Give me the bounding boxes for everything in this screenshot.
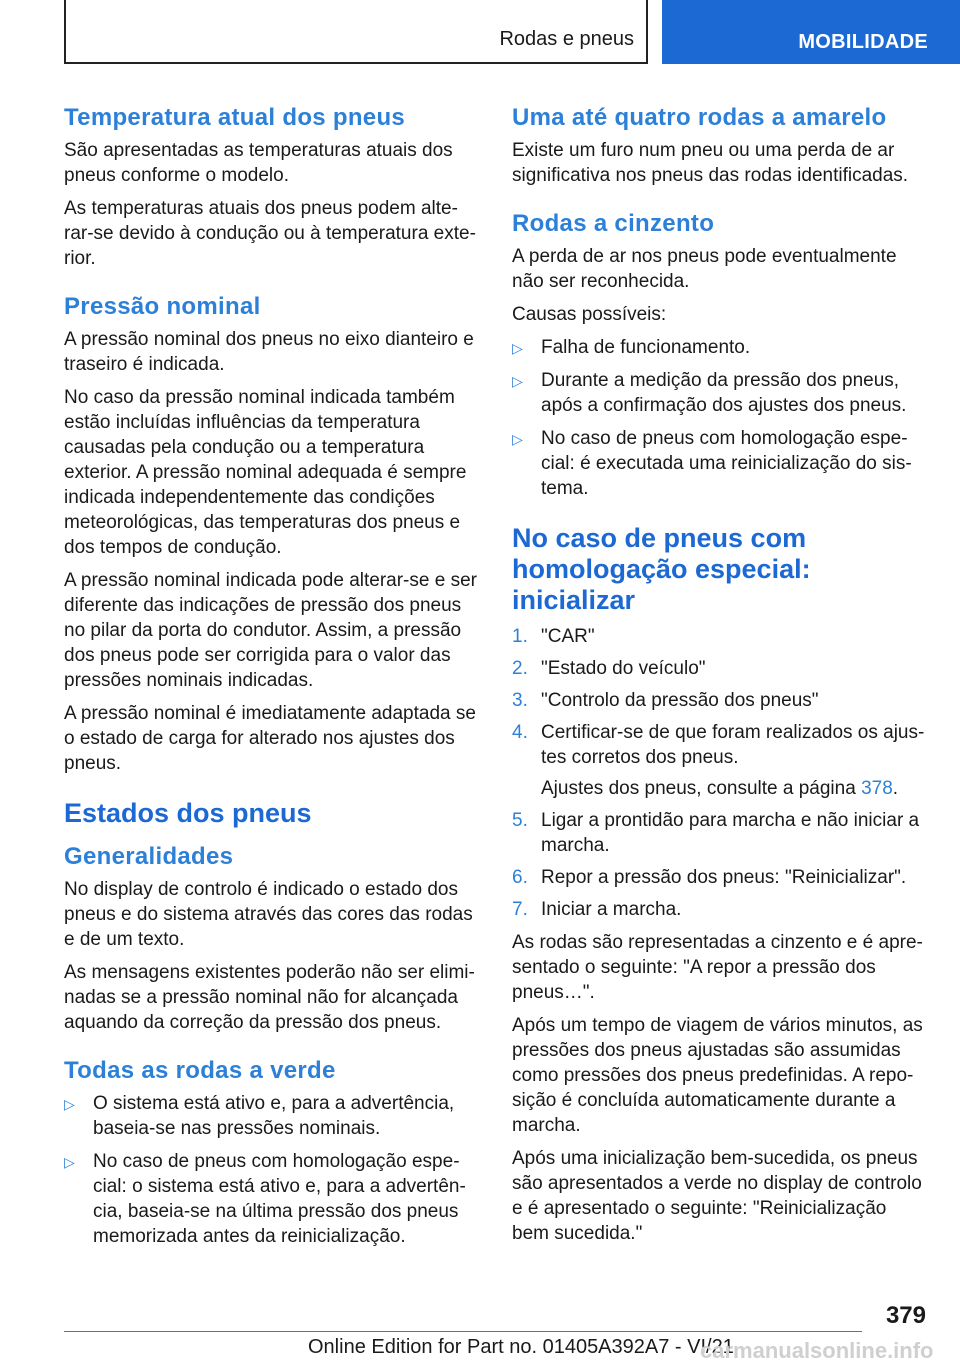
paragraph: Causas possíveis: (512, 304, 667, 325)
paragraph: Existe um furo num pneu ou uma perda de ar significativa nos pneus das rodas identificadas. (512, 140, 909, 186)
cinzento-list (512, 335, 928, 501)
heading-rodas-cinzento: Rodas a cinzento (512, 210, 715, 237)
steps-list (512, 624, 928, 922)
step-note: Ajustes dos pneus, consulte a página 378. (541, 778, 899, 799)
paragraph: A pressão nominal é imediatamente adaptada se o estado de carga for alterado nos ajustes dos pneus. (64, 703, 476, 774)
page-number: 379 (885, 1302, 926, 1329)
left-column (64, 104, 478, 1257)
heading-todas-rodas-verde: Todas as rodas a verde (64, 1057, 336, 1084)
paragraph: São apresentadas as temperaturas atuais dos pneus conforme o modelo. (64, 140, 453, 186)
paragraph: No caso da pressão nominal indicada também estão incluídas influências da temperatura causadas pela condução ou a temperatura exterior. A pressão nominal adequada é sempre indicada independentemente das condições meteorológicas, das temperaturas dos pneus e dos tempos de condução. (64, 387, 467, 558)
list-item: ▷ Durante a medição da pressão dos pneus, após a confirmação dos ajustes dos pneus. (512, 370, 907, 416)
triangle-bullet-icon: ▷ (64, 1154, 75, 1170)
step-item: 3. "Controlo da pressão dos pneus" (512, 690, 819, 711)
paragraph: A pressão nominal indicada pode alterar-se e ser diferente das indicações de pressão dos pneus no pilar da porta do condutor. Assim, a pressão dos pneus pode ser corrigida para o valor das pressões nominais indicadas. (64, 570, 477, 691)
page-reference-link[interactable]: 378 (861, 778, 893, 799)
step-item: 7. Iniciar a marcha. (512, 899, 682, 920)
header-section-title: Rodas e pneus (499, 28, 634, 50)
paragraph: Após um tempo de viagem de vários minutos, as pressões dos pneus ajustadas são assumidas como pressões dos pneus predefinidas. A reposição é concluída automaticamente durante a marcha. (512, 1015, 923, 1136)
triangle-bullet-icon: ▷ (512, 340, 523, 356)
header-chapter-tab: MOBILIDADE (662, 0, 960, 64)
list-item: ▷ Falha de funcionamento. (512, 335, 928, 360)
paragraph: Após uma inicialização bem-sucedida, os pneus são apresentados a verde no display de controlo e é apresentado o seguinte: "Reinicialização bem sucedida." (512, 1148, 922, 1244)
heading-inicializar: No caso de pneus com homologação especial: inicializar (512, 523, 811, 615)
paragraph: As mensagens existentes poderão não ser eliminadas se a pressão nominal não for alcançada aquando da correção da pressão dos pneus. (64, 962, 475, 1033)
right-column (512, 104, 928, 1254)
step-item: 4. Certificar-se de que foram realizados os ajustes corretos dos pneus. Ajustes dos pneus, consulte a página 378. (512, 720, 928, 801)
footer-divider (64, 1331, 862, 1332)
triangle-bullet-icon: ▷ (512, 373, 523, 389)
step-item: 2. "Estado do veículo" (512, 658, 706, 679)
list-item: ▷ O sistema está ativo e, para a advertência, baseia-se nas pressões nominais. (64, 1093, 455, 1139)
list-item: ▷ No caso de pneus com homologação especial: o sistema está ativo e, para a advertência, baseia-se na última pressão dos pneus memorizada antes da reinicialização. (64, 1151, 466, 1247)
heading-pressao-nominal: Pressão nominal (64, 293, 261, 320)
list-item: ▷ No caso de pneus com homologação especial: é executada uma reinicialização do sistema. (512, 428, 912, 499)
paragraph: As temperaturas atuais dos pneus podem alterar-se devido à condução ou à temperatura exterior. (64, 198, 476, 269)
paragraph: A pressão nominal dos pneus no eixo dianteiro e traseiro é indicada. (64, 329, 474, 375)
header-frame (64, 0, 648, 64)
verde-list (64, 1091, 478, 1249)
watermark: carmanualsonline.info (700, 1338, 934, 1363)
heading-temperatura: Temperatura atual dos pneus (64, 104, 406, 131)
triangle-bullet-icon: ▷ (512, 431, 523, 447)
step-item: 1. "CAR" (512, 626, 595, 647)
step-item: 6. Repor a pressão dos pneus: "Reinicializar". (512, 867, 907, 888)
heading-estados-dos-pneus: Estados dos pneus (64, 798, 312, 828)
heading-generalidades: Generalidades (64, 843, 234, 870)
paragraph: A perda de ar nos pneus pode eventualmente não ser reconhecida. (512, 246, 897, 292)
step-item: 5. Ligar a prontidão para marcha e não iniciar a marcha. (512, 810, 920, 856)
paragraph: No display de controlo é indicado o estado dos pneus e do sistema através das cores das rodas e de um texto. (64, 879, 473, 950)
paragraph: As rodas são representadas a cinzento e é apresentado o seguinte: "A repor a pressão dos pneus…". (512, 932, 923, 1003)
footer-edition: Online Edition for Part no. 01405A392A7 - VI/21 (308, 1336, 734, 1358)
heading-rodas-amarelo: Uma até quatro rodas a amarelo (512, 104, 887, 131)
triangle-bullet-icon: ▷ (64, 1096, 75, 1112)
